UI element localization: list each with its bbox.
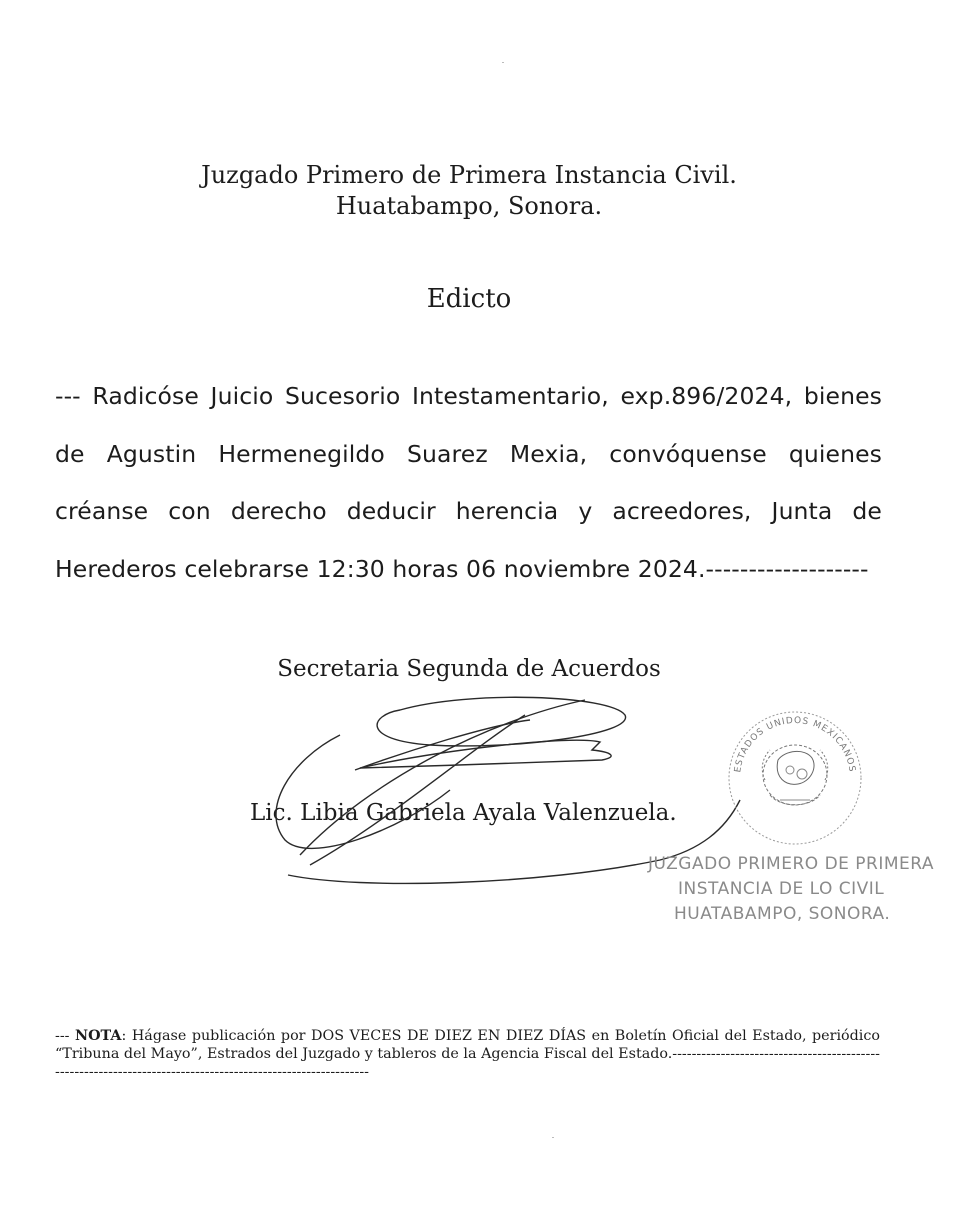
eagle-emblem-icon (762, 745, 827, 805)
court-header (0, 160, 938, 222)
document-title: Edicto (426, 284, 512, 314)
scan-speck (502, 62, 504, 63)
signatory-name: Lic. Libia Gabriela Ayala Valenzuela. (250, 800, 677, 826)
publication-note (55, 1027, 880, 1081)
edict-body: --- Radicóse Juicio Sucesorio Intestamentario, exp.896/2024, bienes de Agustin Hermenegildo Suarez Mexia, convóquense quienes créanse con derecho deducir herencia y acreedores, Junta de Herederos celebrarse 12:30 horas 06 noviembre 2024.------------------- (55, 382, 882, 583)
court-name: Juzgado Primero de Primera Instancia Civil. (201, 161, 737, 189)
court-location: Huatabampo, Sonora. (335, 192, 603, 220)
note-prefix: --- (55, 1028, 76, 1044)
note-label: NOTA (75, 1028, 122, 1044)
scan-speck (552, 1137, 554, 1138)
note-text: : Hágase publicación por DOS VECES DE DIEZ EN DIEZ DÍAS en Boletín Oficial del Estado, periódico “Tribuna del Mayo”, Estrados del Juzgado y tableros de la Agencia Fiscal del Estado.------------------------------------------------------------------------------------------------------------ (55, 1028, 880, 1080)
stamp-line-2: INSTANCIA DE LO CIVIL (678, 879, 885, 899)
stamp-line-3: HUATABAMPO, SONORA. (674, 904, 891, 924)
seal-ring-text: ESTADOS UNIDOS MEXICANOS (733, 715, 857, 774)
signatory-role: Secretaria Segunda de Acuerdos (277, 656, 661, 682)
court-seal (710, 700, 880, 850)
court-stamp (648, 852, 968, 927)
stamp-line-1: JUZGADO PRIMERO DE PRIMERA (648, 854, 935, 874)
